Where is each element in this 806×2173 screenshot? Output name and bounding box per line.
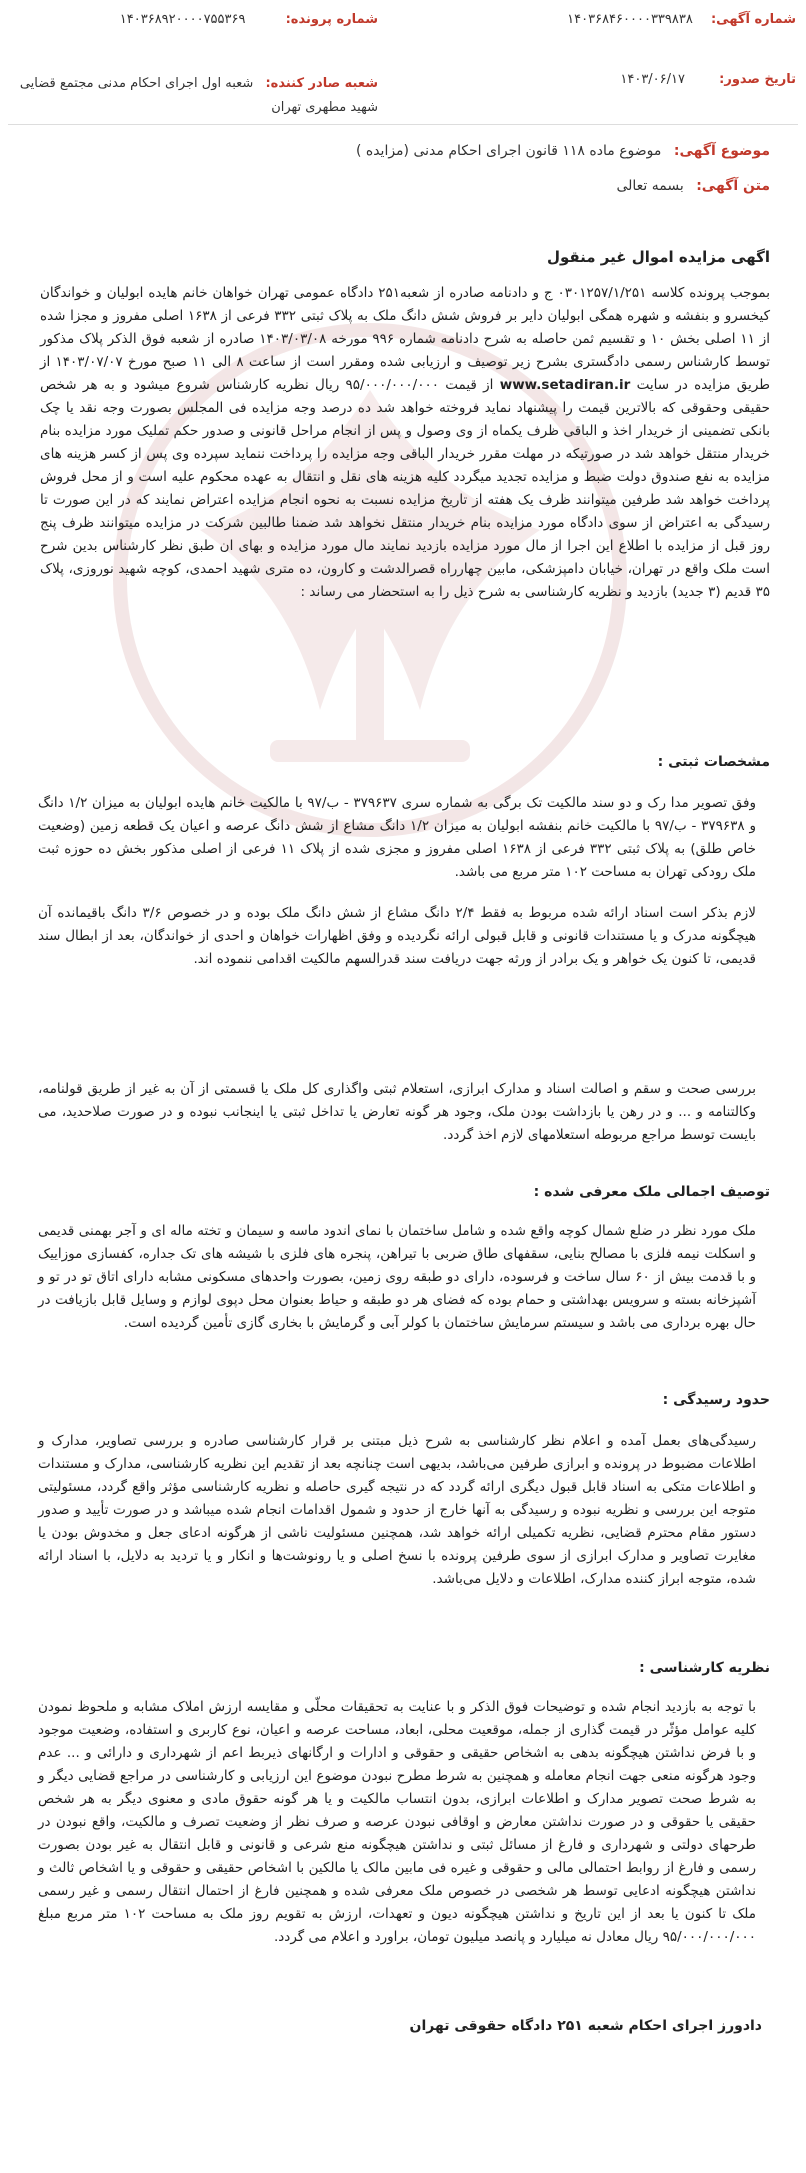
opinion-text: با توجه به بازدید انجام شده و توضیحات فوق الذکر و با عنایت به تحقیقات محلّی و مقایسه ارزش املاک مشابه و ملحوظ نمودن کلیه عوامل مؤثّر در قیمت گذاری از جمله، موقعیت محلی، ابعاد، مساحت عرصه و اعیان، نوع کاربری و استفاده، وضعیت موجود و با فرض نداشتن هیچگونه بدهی به اشخاص حقیقی و حقوقی و ادارات و ارگانهای ذیربط اعم از شهرداری و دارائی و ... عدم وجود هرگونه منعی جهت انجام معامله و همچنین به شرط مطرح نبودن موضوع این ارزیابی و کارشناسی در مراجع قضایی دیگر و به شرط صحت تصویر مدارک و اطلاعات ابرازی، بدون انتساب مالکیت و یا هر گونه حقوق مادی و معنوی دیگر به هر شخص حقیقی یا حقوقی و در صورت نداشتن معارض و اوقافی نبودن عرصه و صرف نظر از وضعیت تصرف و مالکیت، واقع نبودن در طرحهای دولتی و شهرداری و فارغ از مسائل ثبتی و نداشتن هیچگونه منع شرعی و قانونی و قابل انتقال به غیر بودن بصورت رسمی و فارغ از روابط احتمالی مالی و حقوقی و غیره فی مابین مالک یا مالکین با اشخاص حقیقی و حقوقی و یا اشخاص ثالث و نداشتن هیچگونه ادعایی توسط هر شخصی در خصوص ملک معرفی شده و همچنین فارغ از احتمال انتقال رسمی و غیر رسمی ملک تا کنون یا بعد از این تاریخ و نداشتن هیچگونه دیون و تعهدات، ارزش به تقویم روز ملک به مساحت ۱۰۲ متر مربع مبلغ ۹۵/۰۰۰/۰۰۰/۰۰۰ ریال معادل نه میلیارد و پانصد میلیون تومان، براورد و اعلام می گردد.	[38, 1699, 756, 1945]
review-text: بررسی صحت و سقم و اصالت اسناد و مدارک ابرازی، استعلام ثبتی واگذاری کل ملک یا قسمتی از آن به غیر از طریق قولنامه، وکالتنامه و ... و در رهن یا بازداشت بودن ملک، وجود هر گونه تعارض یا تداخل ثبتی یا اینجانب نبوده و در صورت صلاحدید، می بایست توسط مراجع مربوطه استعلامهای لازم اخذ گردد.	[38, 1081, 756, 1143]
ad-number-label: شماره آگهی:	[710, 12, 796, 27]
scope-heading: حدود رسیدگی :	[662, 1392, 770, 1408]
issue-date: ۱۴۰۳/۰۶/۱۷	[620, 72, 685, 87]
subject-row	[356, 143, 770, 159]
subject-label: موضوع آگهی:	[673, 143, 770, 159]
description-text: ملک مورد نظر در ضلع شمال کوچه واقع شده و شامل ساختمان با نمای اندود ماسه و سیمان و تخته ماله ای و آجر بهمنی قدیمی و اسکلت نیمه فلزی با مصالح بنایی، سقفهای طاق ضربی با تیراهن، پنجره های فلزی با شیشه های تک جداره، کفسازی موزاییک و با قدمت بیش از ۶۰ سال ساخت و فرسوده، دارای دو طبقه روی زمین، بصورت واحدهای مسکونی مشابه دارای اتاق تو در تو و آشپزخانه بسته و سرویس بهداشتی و حمام بوده که فضای هر دو طبقه و حیاط بعنوان محل دپوی لوازم و وسایل قابل بازیافت در حال بهره برداری می باشد و سیستم سرمایش ساختمان با کولر آبی و گرمایش با بخاری گازی تأمین گردیده است.	[38, 1223, 756, 1331]
case-number-row	[120, 12, 378, 27]
registration-heading: مشخصات ثبتی :	[657, 754, 770, 770]
case-number-label: شماره پرونده:	[285, 12, 378, 27]
text-intro: بسمه تعالی	[616, 178, 684, 194]
auction-paragraph	[40, 282, 770, 604]
signature: دادورز اجرای احکام شعبه ۲۵۱ دادگاه حقوقی تهران	[409, 2018, 762, 2034]
text-label: متن آگهی:	[696, 178, 770, 194]
note-text: لازم بذکر است اسناد ارائه شده مربوط به فقط ۲/۴ دانگ مشاع از شش دانگ ملک بوده و در خصوص ۳/۶ دانگ باقیمانده آن هیچگونه مدرک و یا مستندات قانونی و قابل قبولی ارائه نگردیده و وفق اظهارات خواهان و احدی از خواندگان، بعد از ابطال سند قدیمی، تا کنون یک خواهر و یک برادر از ورثه جهت دریافت سند قدرالسهم مالکیت اقدامی ننموده اند.	[38, 905, 756, 967]
auction-paragraph-part1: بموجب پرونده کلاسه ۰۳۰۱۲۵۷/۱/۲۵۱ ج و دادنامه صادره از شعبه۲۵۱ دادگاه عمومی تهران خواهان خانم هایده ابولیان و خواندگان کیخسرو و بنفشه و شهره همگی ابولیان دایر بر فروش شش دانگ ملک به پلاک ثبتی ۳۳۲ فرعی از ۱۶۳۸ اصلی مفروز و مجزا شده از ۱۱ اصلی بخش ۱۰ و تقسیم ثمن حاصله به شرح دادنامه شماره ۹۹۶ مورخه ۱۴۰۳/۰۳/۰۸ صادره از شعبه فوق الذکر پلاک مذکور توسط کارشناس رسمی دادگستری بشرح زیر توصیف و ارزیابی شده ومقرر است از ساعت ۸ الی ۱۱ صبح مورخ ۱۴۰۳/۰۷/۰۷ از طریق مزایده در سایت	[40, 285, 771, 393]
issue-date-label: تاریخ صدور:	[719, 72, 796, 87]
text-row	[616, 178, 770, 194]
issuing-branch-row	[18, 72, 378, 120]
ad-number: ۱۴۰۳۶۸۴۶۰۰۰۰۳۳۹۸۳۸	[567, 12, 693, 27]
scope-text: رسیدگی‌های بعمل آمده و اعلام نظر کارشناسی به شرح ذیل مبتنی بر قرار کارشناسی صادره و بررسی تصاویر، مدارک و اطلاعات مضبوط در پرونده و ابرازی طرفین می‌باشد، بدیهی است چنانچه بعد از تقدیم این نظریه کارشناسی، مدارک و مستندات و اطلاعات متکی به اسناد قابل قبول دیگری ارائه گردد که در نتیجه گیری حاصله و نظریه کارشناسی مؤثر واقع گردد، مسئولیتی متوجه این بررسی و نظریه نبوده و رسیدگی به آنها خارج از حدود و شمول اقدامات انجام شده میباشد و در صورت تأیید و صدور دستور مقام محترم قضایی، نظریه تکمیلی ارائه خواهد شد، همچنین مسئولیت ناشی از هرگونه ادعای جعل و مخدوش بودن یا مغایرت تصاویر و مدارک ابرازی از سوی طرفین پرونده با نسخ اصلی و یا رونوشت‌ها و انکار و یا تردید به دلایل، با اسناد ارائه شده، متوجه ابراز کننده مدارک، اطلاعات و دلایل می‌باشد.	[38, 1433, 756, 1587]
opinion-heading: نظریه کارشناسی :	[639, 1660, 770, 1676]
auction-site-link: www.setadiran.ir	[499, 377, 631, 393]
ad-number-row	[567, 12, 796, 27]
header-divider	[8, 124, 798, 125]
issuing-branch: شعبه اول اجرای احکام مدنی مجتمع قضایی شهید مطهری تهران	[19, 76, 378, 115]
subject: موضوع ماده ۱۱۸ قانون اجرای احکام مدنی (مزایده )	[355, 143, 662, 159]
document-title: اگهی مزایده اموال غیر منقول	[546, 248, 770, 266]
issue-date-row	[620, 72, 796, 87]
registration-text: وفق تصویر مدا رک و دو سند مالکیت تک برگی به شماره سری ۳۷۹۶۳۷ - ب/۹۷ با مالکیت خانم هایده ابولیان به میزان ۱/۲ دانگ و ۳۷۹۶۳۸ - ب/۹۷ با مالکیت خانم بنفشه ابولیان به میزان ۱/۲ دانگ مشاع از شش دانگ عرصه و اعیان یک قطعه زمین (وضعیت خاص طلق) به پلاک ثبتی ۳۳۲ فرعی از ۱۶۳۸ اصلی مفروز و مجزی شده از پلاک ۱۱ فرعی از اصلی مذکور بخش ده حوزه ثبت ملک رودکی تهران به مساحت ۱۰۲ متر مربع می باشد.	[38, 795, 756, 880]
description-heading: توصیف اجمالی ملک معرفی شده :	[533, 1184, 770, 1200]
auction-paragraph-part2: از قیمت ۹۵/۰۰۰/۰۰۰/۰۰۰ ریال نظریه کارشناس شروع میشود و به هر شخص حقیقی وحقوقی که بالاترین قیمت را پیشنهاد نماید فروخته خواهد شد ده درصد وجه مزایده فی المجلس بصورت وجه نقد یا چک بانکی تضمینی از خریدار اخذ و الباقی ظرف یکماه از وی وصول و پس از انجام مراحل قانونی و صدور حکم تملیک مورد مزایده بنام خریدار منتقل خواهد شد در صورتیکه در مهلت مقرر خریدار الباقی وجه مزایده را پرداخت ننماید سپرده وی پس از کسر هزینه های مزایده به نفع صندوق دولت ضبط و مزایده تجدید میگردد کلیه هزینه های نقل و انتقال به عهده محکوم علیه است و از محل فروش پرداخت خواهد شد طرفین میتوانند ظرف یک هفته از تاریخ مزایده نسبت به نحوه انجام مزایده اعتراض نمایند که در این صورت تا رسیدگی به اعتراض از سوی دادگاه مورد مزایده بنام خریدار منتقل نخواهد شد ضمنا طالبین شرکت در مزایده میتوانند ظرف پنج روز قبل از مزایده با اطلاع این اجرا از مال مورد مزایده بازدید نمایند مال مورد مزایده و بهای ان طبق نظر کارشناس بدین شرح است ملک واقع در تهران، خیابان دامپزشکی، مابین چهارراه قصرالدشت و کارون، ده متری شهید احمدی، کوچه شهید نوروزی، پلاک ۳۵ قدیم (۳ جدید) بازدید و نظریه کارشناسی به شرح ذیل را به استحضار می رساند :	[40, 377, 770, 600]
case-number: ۱۴۰۳۶۸۹۲۰۰۰۰۷۵۵۳۶۹	[119, 12, 246, 27]
issuing-branch-label: شعبه صادر کننده:	[265, 76, 378, 91]
